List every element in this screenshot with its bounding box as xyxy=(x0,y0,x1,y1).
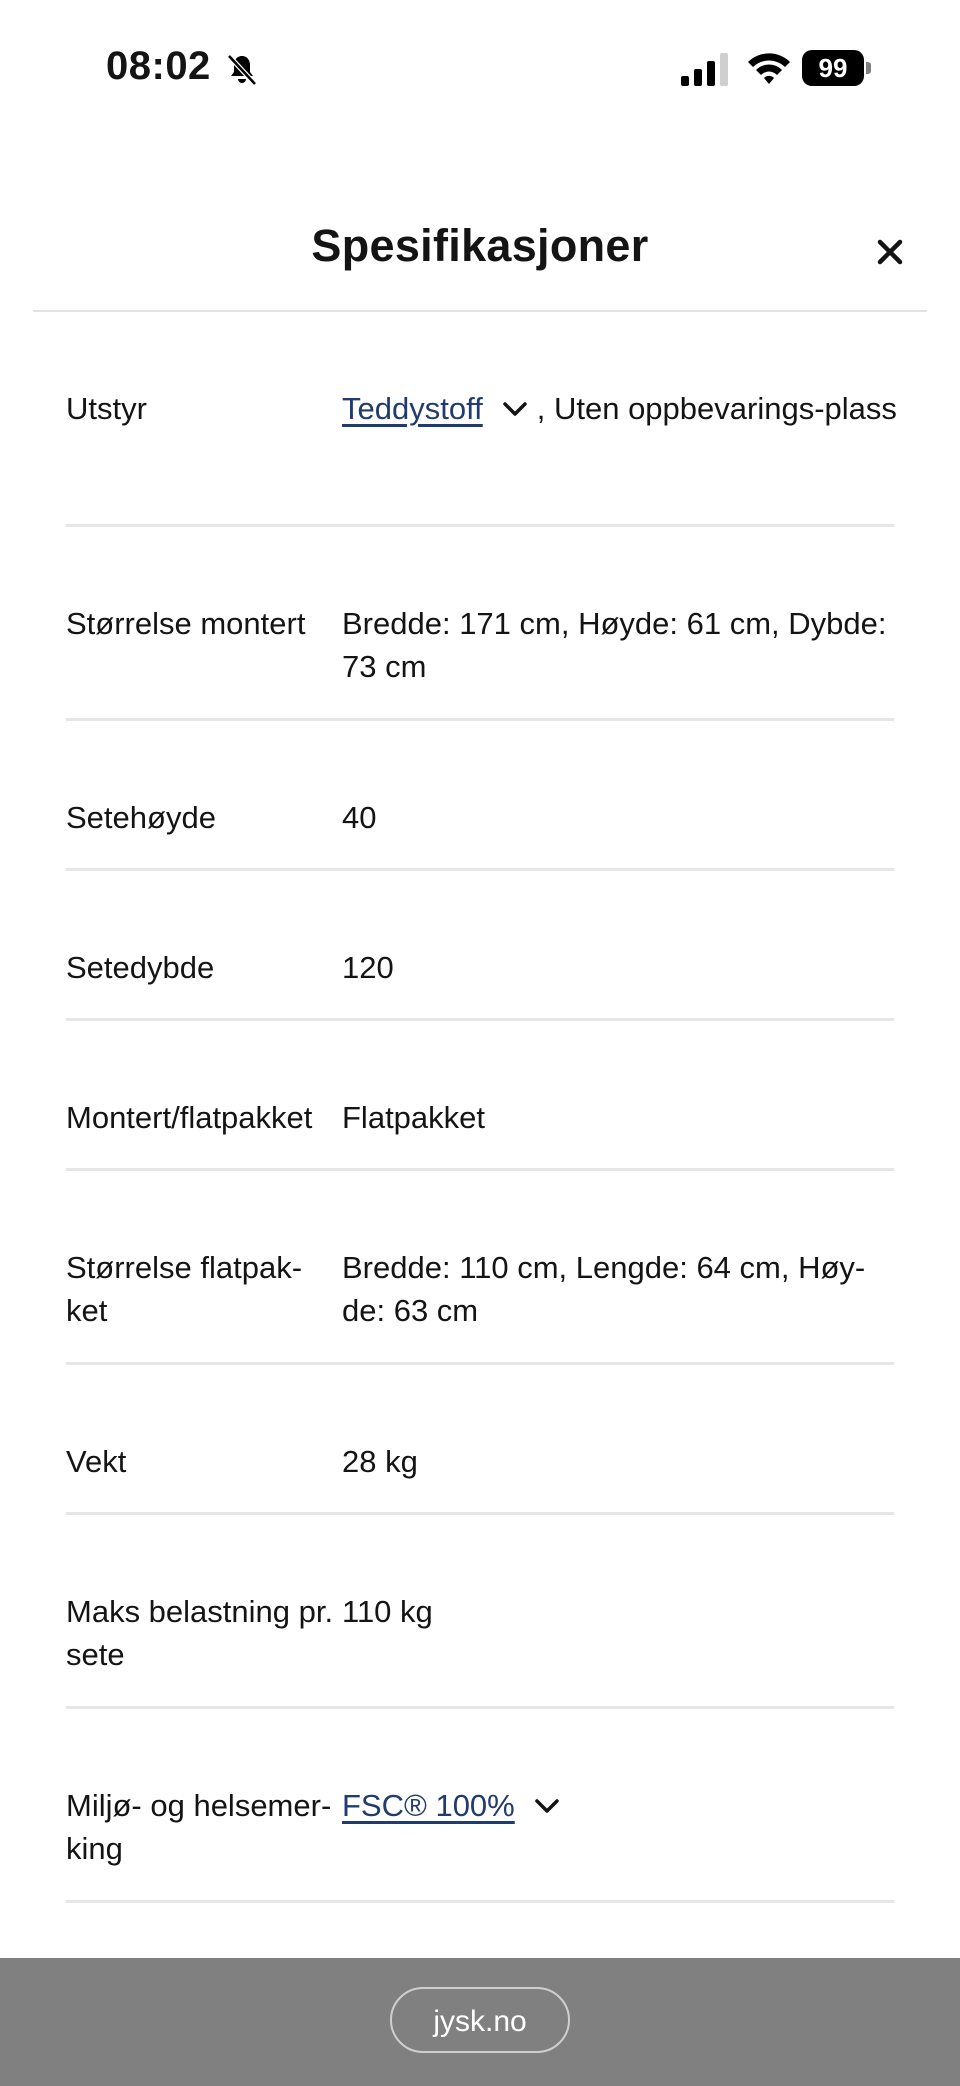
spec-value xyxy=(342,387,898,430)
chevron-down-icon[interactable] xyxy=(501,400,529,418)
battery-cap xyxy=(866,62,871,74)
bell-off-icon xyxy=(224,52,260,88)
spec-value xyxy=(342,1784,898,1827)
spec-value: 120 xyxy=(342,950,394,985)
battery-indicator xyxy=(802,50,872,86)
spec-list xyxy=(66,312,897,1903)
battery-level: 99 xyxy=(802,50,864,86)
spec-row-storrelse-montert xyxy=(66,527,894,721)
spec-row-montert-flatpakket xyxy=(66,1021,894,1171)
wifi-icon xyxy=(746,50,792,86)
spec-value: 28 kg xyxy=(342,1444,418,1479)
cellular-signal-icon xyxy=(680,52,730,86)
spec-value: Bredde: 171 cm, Høyde: 61 cm, Dybde: 73 cm xyxy=(342,606,887,684)
spec-row-vekt xyxy=(66,1365,894,1515)
spec-label: Maks belastning pr. sete xyxy=(66,1594,334,1672)
spec-row-setedybde xyxy=(66,871,894,1021)
spec-label: Størrelse flatpak-ket xyxy=(66,1250,303,1328)
spec-row-miljo-helsemerking xyxy=(66,1709,894,1903)
spec-label: Setehøyde xyxy=(66,800,216,835)
spec-row-setehoyde xyxy=(66,721,894,871)
spec-label: Utstyr xyxy=(66,391,147,426)
chevron-down-icon[interactable] xyxy=(533,1797,561,1815)
close-icon[interactable] xyxy=(868,230,912,274)
spec-label: Montert/flatpakket xyxy=(66,1100,313,1135)
browser-bar xyxy=(0,1958,960,2086)
spec-value: 110 kg xyxy=(342,1594,433,1629)
spec-label: Størrelse montert xyxy=(66,606,306,641)
spec-value: 40 xyxy=(342,800,377,835)
url-pill[interactable]: jysk.no xyxy=(390,1987,570,2053)
spec-value: Flatpakket xyxy=(342,1100,486,1135)
page-title: Spesifikasjoner xyxy=(311,220,649,271)
spec-label: Miljø- og helsemer-king xyxy=(66,1788,332,1866)
status-time: 08:02 xyxy=(106,44,211,88)
spec-value: Bredde: 110 cm, Lengde: 64 cm, Høy-de: 63 cm xyxy=(342,1250,866,1328)
spec-label: Setedybde xyxy=(66,950,215,985)
sheet-header xyxy=(0,200,960,312)
fsc-link[interactable]: FSC® 100% xyxy=(342,1788,515,1823)
spec-row-utstyr xyxy=(66,312,897,527)
spec-row-maks-belastning xyxy=(66,1515,894,1709)
teddystoff-link[interactable]: Teddystoff xyxy=(342,391,483,426)
spec-label: Vekt xyxy=(66,1444,127,1479)
spec-value-text: , Uten oppbevarings-plass xyxy=(536,391,897,426)
spec-row-storrelse-flatpakket xyxy=(66,1171,894,1365)
status-bar xyxy=(0,0,960,140)
